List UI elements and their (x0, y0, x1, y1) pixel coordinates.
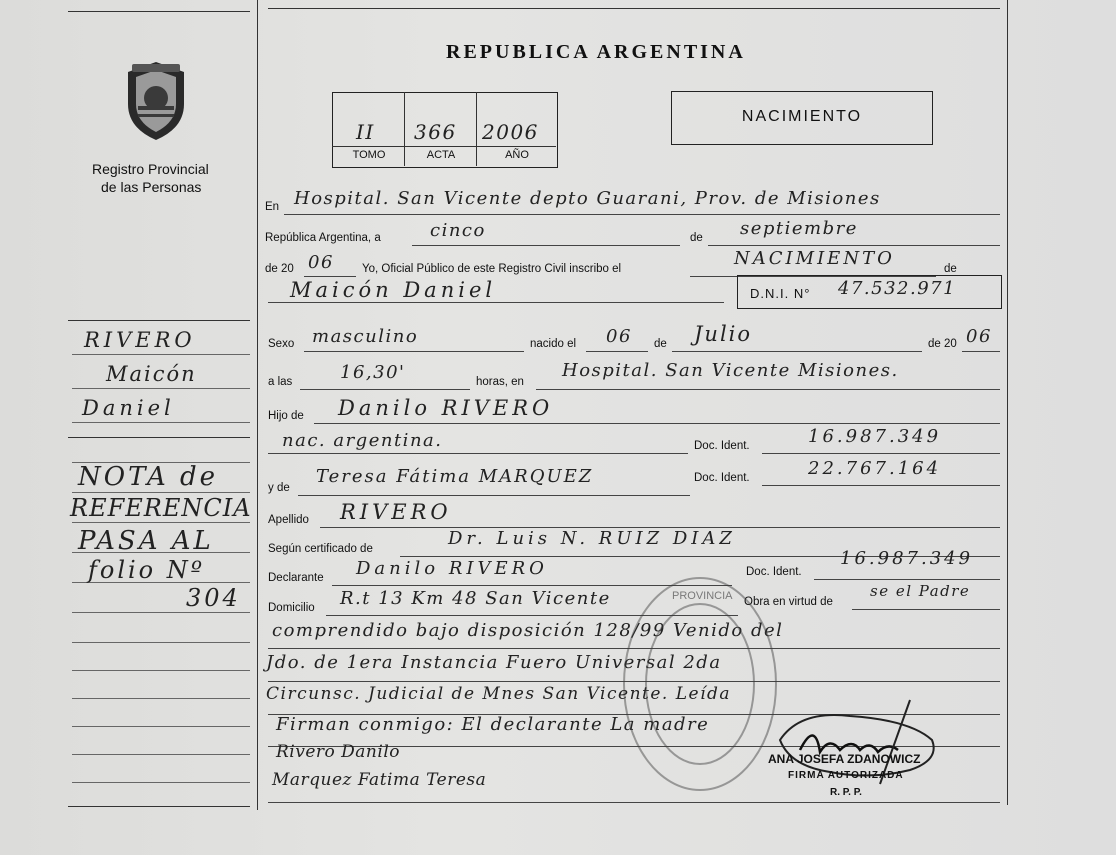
margin-rule (72, 492, 250, 493)
field-declarant-doc: 16.987.349 (840, 548, 974, 569)
label-de: de (944, 263, 957, 275)
label-doc-ident: Doc. Ident. (746, 566, 802, 578)
field-father-doc: 16.987.349 (808, 426, 942, 447)
label-de: de (654, 338, 667, 350)
margin-rule (72, 698, 250, 699)
field-line (298, 495, 690, 496)
margin-rule (72, 612, 250, 613)
field-mother-doc: 22.767.164 (808, 458, 942, 479)
field-father-nationality: nac. argentina. (282, 430, 443, 451)
field-hour: 16,30' (340, 362, 406, 383)
label-domicilio: Domicilio (268, 602, 315, 614)
field-line (284, 214, 1000, 215)
label-republica: República Argentina, a (265, 232, 381, 244)
acta-label: ACTA (426, 149, 456, 161)
field-line (814, 579, 1000, 580)
margin-rule (72, 388, 250, 389)
margin-mid-rule (68, 437, 250, 438)
field-line (762, 453, 1000, 454)
field-place: Hospital. San Vicente depto Guarani, Prov. de Misiones (294, 188, 881, 209)
field-birth-day: 06 (606, 326, 632, 347)
field-note-line1: comprendido bajo disposición 128/99 Venido del (272, 620, 784, 641)
margin-rule (72, 726, 250, 727)
label-yo-oficial: Yo, Oficial Público de este Registro Civil inscribo el (362, 263, 622, 275)
label-dni: D.N.I. N° (750, 286, 811, 301)
field-month: septiembre (740, 218, 858, 239)
label-de20: de 20 (265, 263, 294, 275)
field-dni: 47.532.971 (838, 278, 957, 299)
label-en: En (265, 201, 280, 213)
field-act: NACIMIENTO (734, 248, 895, 269)
field-line (268, 802, 1000, 803)
stamp-text: PROVINCIA (672, 590, 733, 602)
label-rpp: R. P. P. (830, 787, 862, 798)
signature-mother: Marquez Fatima Teresa (272, 770, 487, 790)
margin-name1: Maicón (106, 362, 197, 386)
margin-note-line2: REFERENCIA (70, 494, 252, 522)
margin-note-line4: folio Nº (88, 556, 206, 584)
left-margin-divider (257, 0, 258, 810)
margin-rule (72, 354, 250, 355)
field-line (304, 351, 524, 352)
table-divider (476, 92, 477, 166)
margin-top-rule (68, 320, 250, 321)
top-border-right (268, 8, 1000, 9)
acta-value: 366 (414, 120, 457, 144)
field-year: 06 (308, 252, 334, 273)
field-line (586, 351, 648, 352)
label-doc-ident: Doc. Ident. (694, 472, 750, 484)
margin-name2: Daniel (82, 396, 175, 420)
field-line (962, 351, 1000, 352)
registry-name-line2: de las Personas (101, 179, 202, 195)
field-line (672, 351, 922, 352)
field-birth-place: Hospital. San Vicente Misiones. (562, 360, 899, 381)
field-line (412, 245, 680, 246)
label-obra-en-virtud: Obra en virtud de (744, 596, 833, 608)
field-line (300, 389, 470, 390)
field-child-name: Maicón Daniel (290, 278, 497, 302)
tomo-value: II (356, 120, 375, 144)
field-line (852, 609, 1000, 610)
field-line (268, 453, 688, 454)
label-nacido-el: nacido el (530, 338, 577, 350)
registry-name-line1: Registro Provincial (92, 161, 209, 177)
field-line (314, 423, 1000, 424)
field-note-line2: Jdo. de 1era Instancia Fuero Universal 2da (266, 652, 722, 673)
label-a-las: a las (268, 376, 293, 388)
margin-note-line1: NOTA de (78, 462, 219, 492)
field-line (762, 485, 1000, 486)
label-firma-autorizada: FIRMA AUTORIZADA (788, 770, 904, 781)
field-day: cinco (430, 220, 486, 241)
margin-rule (72, 754, 250, 755)
field-line (536, 389, 1000, 390)
label-de20: de 20 (928, 338, 957, 350)
label-doc-ident: Doc. Ident. (694, 440, 750, 452)
top-border-left (68, 11, 250, 12)
margin-rule (72, 642, 250, 643)
official-stamp-inner (645, 603, 755, 765)
provincial-seal-icon (118, 58, 194, 144)
field-sex: masculino (312, 326, 419, 347)
table-divider (404, 92, 405, 166)
field-mother: Teresa Fátima MARQUEZ (316, 466, 594, 487)
label-apellido: Apellido (268, 514, 309, 526)
field-address: R.t 13 Km 48 San Vicente (340, 588, 611, 609)
label-y-de: y de (268, 482, 290, 494)
label-sexo: Sexo (268, 338, 295, 350)
field-line (268, 302, 724, 303)
field-birth-year: 06 (966, 326, 992, 347)
officer-name: ANA JOSEFA ZDANOWICZ (768, 752, 921, 766)
country-title: REPUBLICA ARGENTINA (446, 41, 746, 63)
anio-label: AÑO (505, 149, 529, 161)
margin-rule (72, 782, 250, 783)
margin-note-line3: PASA AL (78, 526, 214, 556)
margin-rule (72, 670, 250, 671)
field-line (304, 276, 356, 277)
label-de: de (690, 232, 703, 244)
act-type-label: NACIMIENTO (741, 108, 863, 125)
signature-declarant: Rivero Danilo (276, 742, 400, 762)
table-header-rule (332, 146, 556, 147)
field-note-line3: Circunsc. Judicial de Mnes San Vicente. Leída (266, 684, 732, 704)
label-segun-certificado: Según certificado de (268, 543, 373, 555)
field-birth-month: Julio (694, 322, 753, 346)
field-declarant: Danilo RIVERO (356, 558, 548, 579)
field-surname: RIVERO (340, 500, 452, 524)
margin-rule (72, 522, 250, 523)
margin-note-line5: 304 (186, 584, 241, 612)
label-horas-en: horas, en (476, 376, 524, 388)
margin-rule (72, 422, 250, 423)
label-declarante: Declarante (268, 572, 324, 584)
tomo-label: TOMO (352, 149, 386, 161)
field-obra: se el Padre (870, 582, 971, 600)
right-border (1007, 0, 1008, 805)
label-hijo-de: Hijo de (268, 410, 304, 422)
anio-value: 2006 (482, 120, 539, 144)
field-line (708, 245, 1000, 246)
field-certifier: Dr. Luis N. RUIZ DIAZ (448, 528, 736, 549)
field-note-line4: Firman conmigo: El declarante La madre (276, 714, 710, 735)
field-father: Danilo RIVERO (338, 396, 554, 420)
margin-surname: RIVERO (84, 328, 196, 352)
margin-bottom-rule (68, 806, 250, 807)
